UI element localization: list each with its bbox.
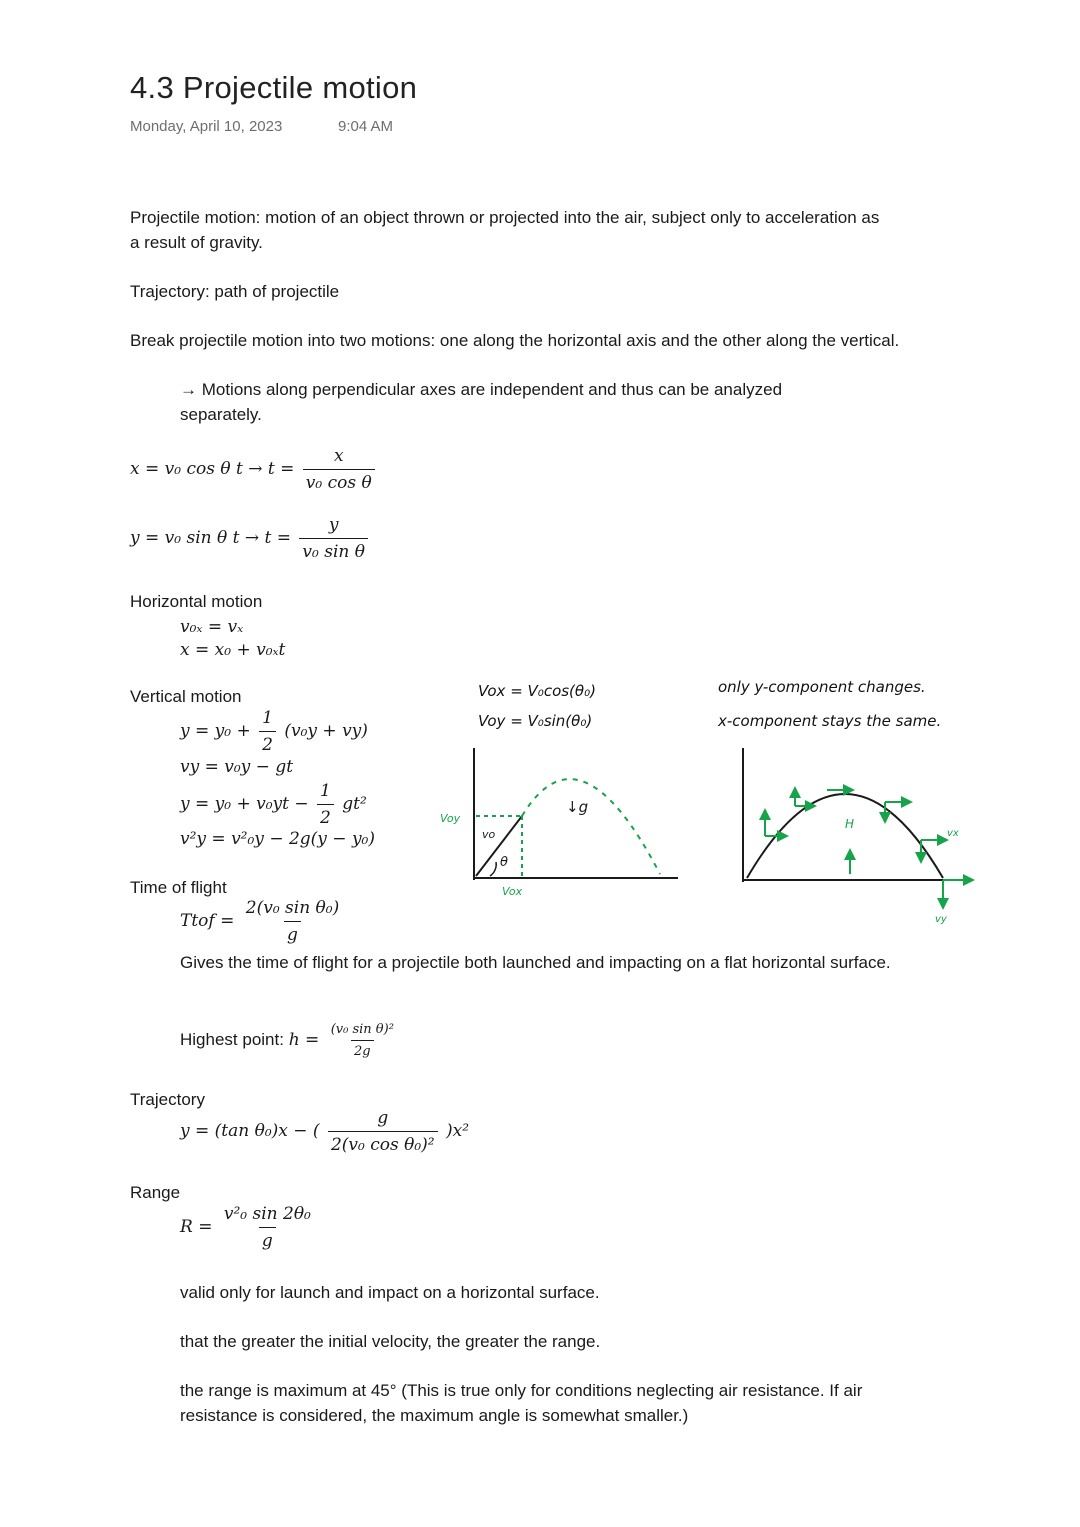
range-lhs: R = <box>180 1217 213 1237</box>
sketch1-theta-label: θ <box>500 855 508 870</box>
traj-fraction <box>328 1108 438 1155</box>
range-num: v²₀ sin 2θ₀ <box>223 1204 311 1224</box>
sketch1-gravity-label: ↓g <box>566 798 589 816</box>
highest-point-den: 2g <box>351 1040 374 1059</box>
vertical-eq3 <box>180 781 367 828</box>
x-eq-num: x <box>333 446 344 466</box>
range-note-2: that the greater the initial velocity, the greater the range. <box>180 1332 601 1351</box>
v-eq1-num: 1 <box>262 708 273 728</box>
range-note-3: the range is maximum at 45° (This is true only for conditions neglecting air resistance. If air resistance is considered, the maximum angle is somewhat smaller.) <box>180 1381 863 1425</box>
handwritten-vox-equation: Vox = V₀cos(θ₀) <box>478 682 596 700</box>
page-date: Monday, April 10, 2023 <box>130 118 283 135</box>
v-eq3-fraction <box>317 781 334 828</box>
horizontal-eq2: x = x₀ + v₀ₓt <box>180 640 286 660</box>
v-eq1-lhs: y = y₀ + <box>180 721 251 741</box>
sketch2-h-label: H <box>845 817 855 831</box>
page-title: 4.3 Projectile motion <box>130 70 418 105</box>
v-eq3-num: 1 <box>320 781 331 801</box>
sketch1-vox-label: Vox <box>502 885 523 898</box>
handwritten-note-line1: only y-component changes. <box>718 678 926 696</box>
tof-fraction <box>243 898 342 945</box>
range-fraction <box>221 1204 314 1251</box>
highest-point-fraction <box>328 1022 397 1059</box>
break-paragraph: Break projectile motion into two motions: one along the horizontal axis and the other along the vertical. <box>130 331 900 350</box>
highest-point-lhs: h = <box>288 1030 320 1050</box>
horizontal-eq1: v₀ₓ = vₓ <box>180 617 244 637</box>
range-note-1: valid only for launch and impact on a horizontal surface. <box>180 1283 600 1302</box>
sketch1-voy-label: Voy <box>440 812 461 825</box>
x-eq-lhs: x = v₀ cos θ t → t = <box>130 459 295 479</box>
independence-note: → Motions along perpendicular axes are independent and thus can be analyzed separately. <box>180 380 783 424</box>
handwritten-note-line2: x-component stays the same. <box>718 712 942 730</box>
horizontal-heading: Horizontal motion <box>130 592 263 611</box>
v-eq1-fraction <box>259 708 276 755</box>
vertical-eq2: vy = v₀y − gt <box>180 757 294 777</box>
tof-den: g <box>284 921 301 945</box>
vertical-eq4: v²y = v²₀y − 2g(y − y₀) <box>180 829 376 849</box>
range-heading: Range <box>130 1183 181 1202</box>
y-eq-lhs: y = v₀ sin θ t → t = <box>130 528 291 548</box>
highest-point-line <box>180 1022 400 1059</box>
sketch2-vy-label: vy <box>935 914 947 925</box>
time-of-flight-equation <box>180 898 345 945</box>
sketch1-angle-arc <box>490 862 496 876</box>
vertical-eq1 <box>180 708 368 755</box>
definition-text: motion of an object thrown or projected into the air, subject only to acceleration as a result of gravity. <box>130 208 880 252</box>
handwritten-voy-equation: Voy = V₀sin(θ₀) <box>478 712 593 730</box>
time-of-flight-note: Gives the time of flight for a projectile both launched and impacting on a flat horizontal surface. <box>180 953 891 972</box>
y-time-equation <box>130 515 371 562</box>
y-eq-fraction <box>299 515 368 562</box>
definition-paragraph <box>130 205 890 255</box>
sketch1-parabola <box>522 779 660 874</box>
definition-term: Projectile motion: <box>130 208 261 227</box>
traj-den: 2(v₀ cos θ₀)² <box>328 1131 438 1155</box>
traj-lhs: y = (tan θ₀)x − ( <box>180 1121 320 1141</box>
tof-lhs: Ttof = <box>180 911 235 931</box>
trajectory-components-sketch <box>735 740 985 930</box>
time-of-flight-heading: Time of flight <box>130 878 227 897</box>
y-eq-num: y <box>328 515 339 535</box>
sketch2-vx-label: vx <box>947 828 959 839</box>
sketch1-vo-label: vo <box>482 828 496 841</box>
vertical-heading: Vertical motion <box>130 687 242 706</box>
range-den: g <box>259 1227 276 1251</box>
page-time: 9:04 AM <box>338 118 394 135</box>
highest-point-num: (v₀ sin θ)² <box>330 1022 394 1037</box>
trajectory-definition: Trajectory: path of projectile <box>130 282 340 301</box>
x-time-equation <box>130 446 378 493</box>
tof-num: 2(v₀ sin θ₀) <box>245 898 340 918</box>
sketch1-velocity-vector <box>476 816 522 876</box>
traj-num: g <box>377 1108 389 1128</box>
v-eq1-den: 2 <box>259 731 276 755</box>
x-eq-fraction <box>303 446 375 493</box>
velocity-decomposition-sketch <box>430 740 690 900</box>
v-eq3-den: 2 <box>317 804 334 828</box>
v-eq3-rhs: gt² <box>342 794 367 814</box>
trajectory-heading: Trajectory <box>130 1090 205 1109</box>
x-eq-den: v₀ cos θ <box>303 469 375 493</box>
v-eq1-rhs: (v₀y + vy) <box>284 721 368 741</box>
range-equation <box>180 1204 317 1251</box>
traj-rhs: )x² <box>446 1121 470 1141</box>
highest-point-label: Highest point: <box>180 1030 284 1049</box>
y-eq-den: v₀ sin θ <box>299 538 368 562</box>
v-eq3-lhs: y = y₀ + v₀yt − <box>180 794 309 814</box>
trajectory-equation <box>180 1108 469 1155</box>
